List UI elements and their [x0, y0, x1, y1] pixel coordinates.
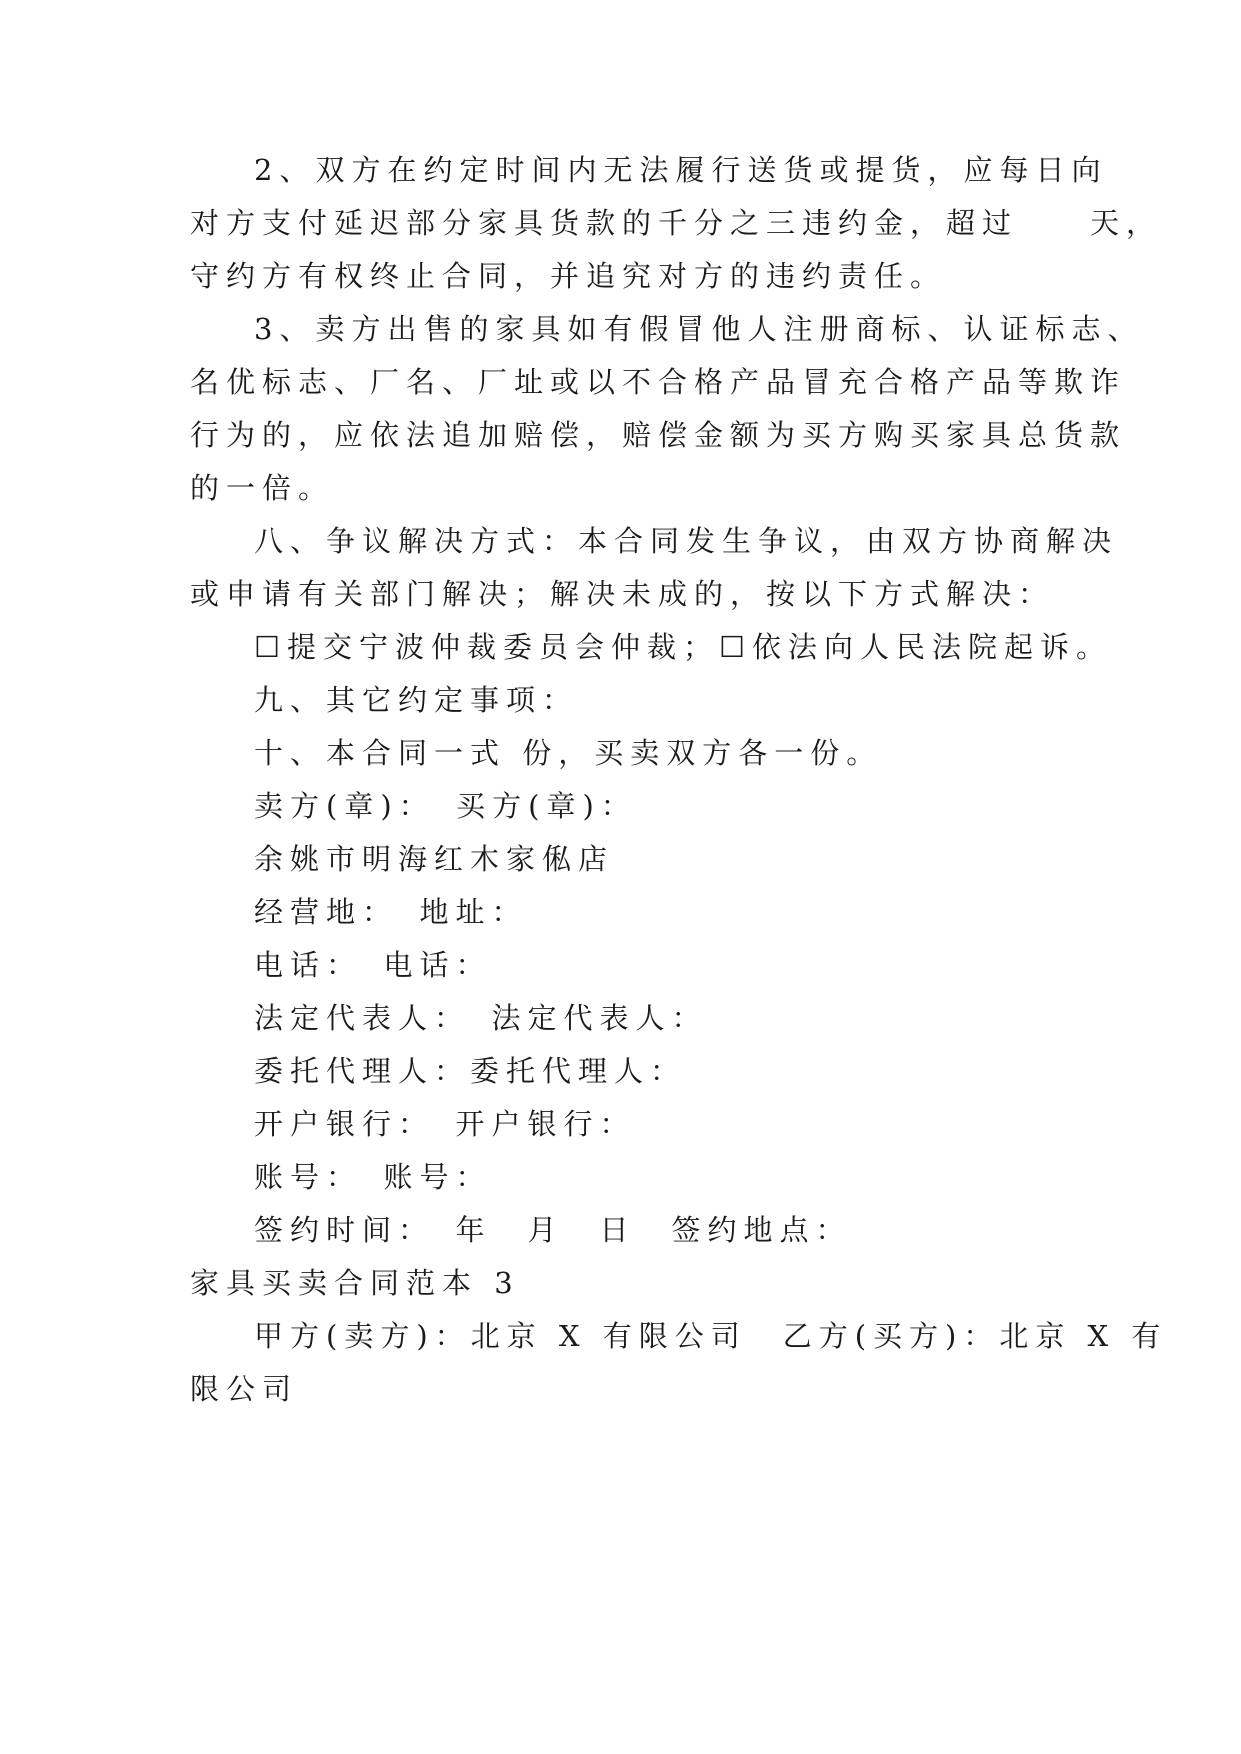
- signature-line: 法定代表人： 法定代表人：: [254, 1001, 708, 1035]
- signature-line: 账号： 账号：: [254, 1160, 492, 1194]
- paragraph-line: 2、双方在约定时间内无法履行送货或提货，应每日向: [254, 153, 1108, 187]
- paragraph-line: 限公司: [190, 1372, 299, 1406]
- signature-line: 开户银行： 开户银行：: [254, 1107, 636, 1141]
- paragraph-line: 九、其它约定事项：: [254, 683, 579, 717]
- paragraph-line: 甲方(卖方)：北京 X 有限公司 乙方(买方)：北京 X 有: [254, 1319, 1168, 1353]
- signature-line: 电话： 电话：: [254, 948, 492, 982]
- paragraph-line: 行为的，应依法追加赔偿，赔偿金额为买方购买家具总货款: [190, 418, 1127, 452]
- paragraph-line: 名优标志、厂名、厂址或以不合格产品冒充合格产品等欺诈: [190, 365, 1127, 399]
- paragraph-line: 对方支付延迟部分家具货款的千分之三违约金，超过 天，: [190, 206, 1163, 240]
- paragraph-line: 守约方有权终止合同，并追究对方的违约责任。: [190, 259, 947, 293]
- paragraph-line: 十、本合同一式 份，买卖双方各一份。: [254, 736, 883, 770]
- signature-line: 经营地： 地址：: [254, 895, 528, 929]
- paragraph-line: 八、争议解决方式：本合同发生争议，由双方协商解决: [254, 524, 1119, 558]
- signature-line: 委托代理人：委托代理人：: [254, 1054, 687, 1088]
- paragraph-line: 的一倍。: [190, 471, 335, 505]
- section-heading: 家具买卖合同范本 3: [190, 1266, 520, 1300]
- paragraph-line: ☐提交宁波仲裁委员会仲裁；☐依法向人民法院起诉。: [254, 630, 1112, 664]
- paragraph-line: 或申请有关部门解决；解决未成的，按以下方式解决：: [190, 577, 1055, 611]
- signature-line: 卖方(章)： 买方(章)：: [254, 789, 637, 823]
- signature-line: 余姚市明海红木家俬店: [254, 842, 615, 876]
- paragraph-line: 3、卖方出售的家具如有假冒他人注册商标、认证标志、: [254, 312, 1144, 346]
- signature-line: 签约时间： 年 月 日 签约地点：: [254, 1213, 852, 1247]
